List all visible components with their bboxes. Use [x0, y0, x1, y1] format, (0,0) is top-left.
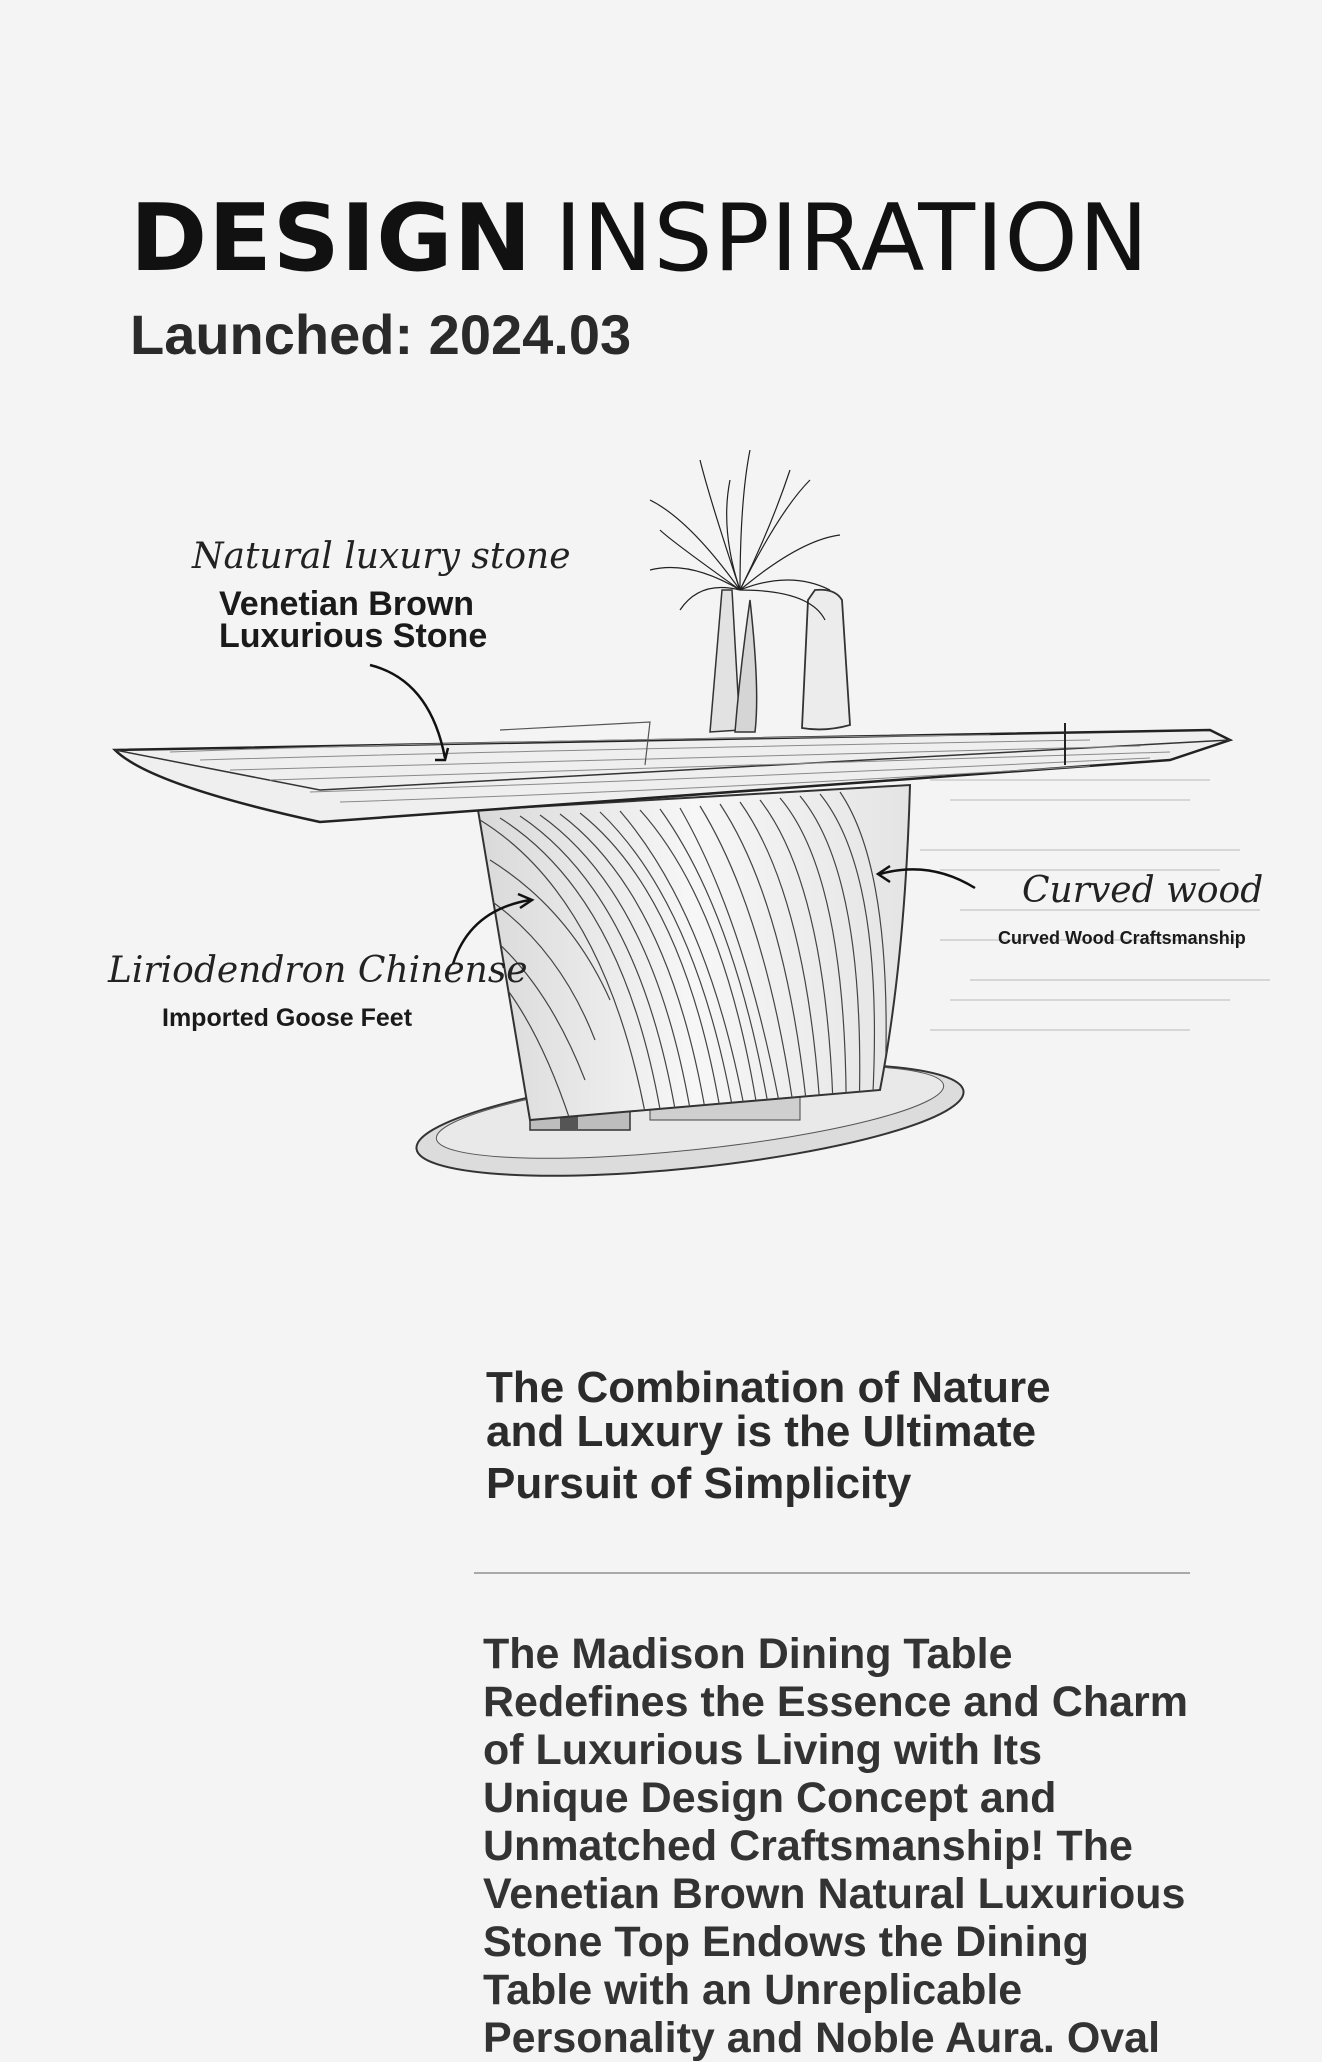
product-description: [483, 1630, 1243, 2062]
description-line: Stone Top Endows the Dining: [483, 1918, 1089, 1966]
description-line: Redefines the Essence and Charm: [483, 1678, 1188, 1726]
heading-bold-word: DESIGN: [130, 184, 533, 292]
description-line: of Luxurious Living with Its: [483, 1726, 1042, 1774]
pedestal: [478, 785, 910, 1140]
feet-script-label: Liriodendron Chinense: [108, 950, 528, 991]
description-line: Unmatched Craftsmanship! The: [483, 1822, 1133, 1870]
stone-caption: [219, 585, 488, 655]
tagline-line-1: The Combination of Nature: [486, 1363, 1051, 1412]
stone-script-label: Natural luxury stone: [192, 536, 571, 577]
description-line: Unique Design Concept and: [483, 1774, 1057, 1822]
launch-date: Launched: 2024.03: [130, 303, 632, 366]
description-line: Venetian Brown Natural Luxurious: [483, 1870, 1186, 1918]
wood-script-label: Curved wood: [1022, 870, 1264, 911]
tagline: [486, 1363, 1186, 1508]
stone-caption-line2: Luxurious Stone: [219, 617, 488, 655]
description-line: The Madison Dining Table: [483, 1630, 1013, 1678]
heading-light-word: INSPIRATION: [554, 184, 1150, 292]
tagline-line-3: Pursuit of Simplicity: [486, 1459, 912, 1508]
tagline-line-2: and Luxury is the Ultimate: [486, 1407, 1037, 1456]
feet-caption: Imported Goose Feet: [162, 1004, 413, 1032]
stone-caption-line1: Venetian Brown: [219, 585, 475, 623]
description-line: Table with an Unreplicable: [483, 1966, 1023, 2014]
section-heading: [130, 184, 1150, 292]
section-divider: [474, 1572, 1190, 1574]
wood-caption: Curved Wood Craftsmanship: [998, 928, 1246, 948]
vase-decor: [650, 450, 850, 732]
description-line: Personality and Noble Aura. Oval: [483, 2014, 1161, 2062]
